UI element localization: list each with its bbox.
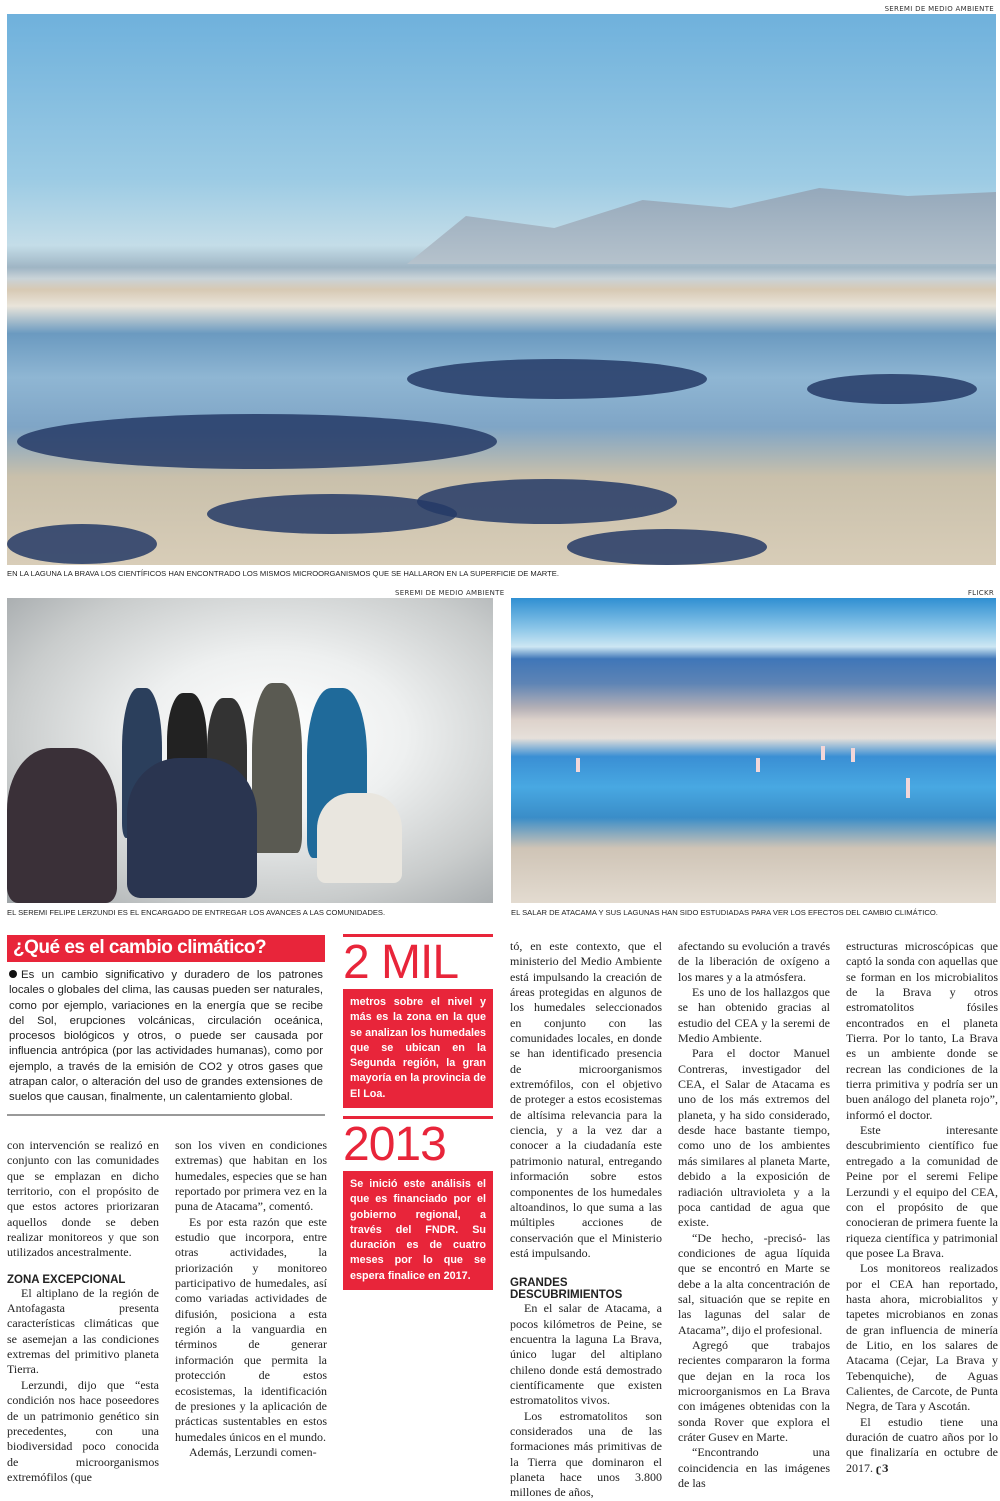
photo-credit: SEREMI DE MEDIO AMBIENTE bbox=[884, 5, 994, 13]
article-column-5 bbox=[846, 939, 998, 1475]
divider bbox=[7, 1114, 325, 1116]
stromatolite bbox=[17, 414, 497, 469]
sidebar-text: Es un cambio significativo y duradero de los patrones locales o globales del clima, las causas pueden ser naturales, como por ejemplo, variaciones en la energía que se recibe del Sol, erupciones volcánicas, circulación oceánica, procesos biológicos y otros, o puede ser causada por influencia antrópica (por las actividades humanas), como por ejemplo, a través de la emisión de CO2 y otros gases que atrapan calor, o alteración del uso de grandes extensiones de suelos que causan, finalmente, un calentamiento global. bbox=[9, 969, 323, 1104]
paragraph: afectando su evolución a través de la liberación de oxígeno a los mares y a la atmósfera. bbox=[678, 939, 830, 984]
photo-caption: EL SALAR DE ATACAMA Y SUS LAGUNAS HAN SIDO ESTUDIADAS PARA VER LOS EFECTOS DEL CAMBIO CLIMÁTICO. bbox=[511, 908, 938, 917]
article-column-1 bbox=[7, 1138, 159, 1484]
paragraph: En el salar de Atacama, a pocos kilómetros de Peine, se encuentra la laguna La Brava, único lugar del altiplano chileno donde está demostrado científicamente que existen estromatolitos vivos. bbox=[510, 1301, 662, 1408]
paragraph: estructuras microscópicas que captó la sonda con aquellas que se forman en los microbialitos de la Brava y otros estromatolitos fósiles encontrados en el planeta Tierra. Por lo tanto, La Brava es un ambiente donde se recrean las condiciones de la tierra primitiva y podría ser un buen análogo del planeta rojo”, informó el doctor. bbox=[846, 939, 998, 1122]
stat-box-year bbox=[343, 1116, 493, 1290]
paragraph: Lerzundi, dijo que “esta condición nos hace poseedores de un patrimonio genético sin precedentes, con una biodiversidad poco conocida de microorganismos extremófilos (que bbox=[7, 1377, 159, 1484]
article-column-4 bbox=[678, 939, 830, 1491]
stat-text: metros sobre el nivel y más es la zona en la que se analizan los humedales que se ubican en la Segunda región, la gran mayoría en la provincia de El Loa. bbox=[343, 989, 493, 1108]
people bbox=[127, 758, 257, 898]
stromatolite bbox=[807, 374, 977, 404]
flamingo bbox=[851, 748, 855, 762]
photo-laguna-la-brava bbox=[7, 14, 996, 565]
stromatolite bbox=[567, 529, 767, 565]
subheading: ZONA EXCEPCIONAL bbox=[7, 1273, 126, 1286]
paragraph: Agregó que trabajos recientes compararon la forma que dejan en la roca los microorganismos en La Brava con imágenes obtenidas con la sonda Rover que explora el cráter Gusev en Marte. bbox=[678, 1337, 830, 1444]
paragraph: Los monitoreos realizados por el CEA han reportado, hasta ahora, microbialitos y tapetes microbianos en zonas de gran influencia de minería de Litio, en los salares de Atacama (Cejar, La Brava y Tebenquiche), de Aguas Calientes, de Carcote, de Punta Negra, de Tara y Ascotán. bbox=[846, 1261, 998, 1414]
sidebar-body bbox=[7, 962, 325, 1114]
stat-figure: 2013 bbox=[343, 1118, 446, 1171]
stat-box-altitude bbox=[343, 934, 493, 1108]
photo-credit: SEREMI DE MEDIO AMBIENTE bbox=[395, 589, 505, 597]
paragraph: “De hecho, -precisó- las condiciones de agua líquida que se encontró en Marte se debe a la alta concentración de sal, situación que se repite en las lagunas del salar de Atacama”, dijo el profesional. bbox=[678, 1230, 830, 1337]
paragraph: El altiplano de la región de Antofagasta presenta características climáticas que se asemejan a las condiciones extremas del primitivo planeta Tierra. bbox=[7, 1285, 159, 1377]
paragraph: Los estromatolitos son considerados una de las formaciones más primitivas de la Tierra que dominaron el planeta hace unos 3.800 millones de años, bbox=[510, 1408, 662, 1500]
person bbox=[252, 683, 302, 853]
flamingo bbox=[821, 746, 825, 760]
stat-text: Se inició este análisis el que es financiado por el gobierno regional, a través del FNDR. Su duración es de cuatro meses por lo que se espera finalice en 2017. bbox=[343, 1171, 493, 1290]
paragraph: “Encontrando una coincidencia en las imágenes de las bbox=[678, 1445, 830, 1491]
flamingo bbox=[576, 758, 580, 772]
paragraph bbox=[846, 1415, 998, 1476]
end-mark-icon: ʗЗ bbox=[876, 1460, 889, 1475]
photo-tent-meeting bbox=[7, 598, 493, 903]
paragraph: con intervención se realizó en conjunto con las comunidades que se emplazan en dicho territorio, con el propósito de que estos actores priorizaran aquellos donde se deben realizar monitoreos y que son utilizados ancestralmente. bbox=[7, 1138, 159, 1260]
paragraph: Es por esta razón que este estudio que incorpora, entre otras actividades, la priorización y monitoreo participativo de humedales, así como variadas actividades de difusión, posiciona a esta región a la vanguardia en términos de generar información que permita la protección de estos ecosistemas, la identificación de presiones y la aplicación de prácticas sustentables en estos humedales únicos en el mundo. bbox=[175, 1214, 327, 1444]
mountains bbox=[407, 184, 996, 264]
paragraph: Además, Lerzundi comen- bbox=[189, 1444, 317, 1459]
stat-figure: 2 MIL bbox=[343, 936, 459, 989]
climate-change-sidebar bbox=[7, 935, 325, 1116]
article-column-3 bbox=[510, 939, 662, 1500]
paragraph-text: El estudio tiene una duración de cuatro años por lo que finalizaría en octubre de 2017. bbox=[846, 1414, 998, 1475]
photo-credit: FLICKR bbox=[967, 589, 994, 597]
subheading: GRANDES DESCUBRIMIENTOS bbox=[510, 1277, 623, 1302]
stromatolite bbox=[417, 479, 677, 524]
stromatolite bbox=[7, 524, 157, 564]
people bbox=[7, 748, 117, 903]
flamingo bbox=[756, 758, 760, 772]
person bbox=[317, 793, 402, 883]
bullet-icon bbox=[9, 970, 17, 978]
paragraph: tó, en este contexto, que el ministerio del Medio Ambiente está impulsando la creación de áreas protegidas en algunos de los humedales seleccionados en conjunto con las comunidades locales, en donde se han identificado presencia de microorganismos extremófilos, con el objetivo de proteger a estos ecosistemas de altísima relevancia para la ciencia, y a la vez dar a conocer a la ciudadanía este patrimonio natural, entregando información sobre estos componentes de los humedales altoandinos, lo que suma a las múltiples acciones de conservación que el Ministerio está impulsando. bbox=[510, 939, 662, 1260]
paragraph: Este interesante descubrimiento científico fue entregado a la comunidad de Peine por el seremi Felipe Lerzundi y el equipo del CEA, con el propósito de que conocieran de primera fuente la riqueza científica y patrimonial que posee La Brava. bbox=[846, 1123, 998, 1260]
paragraph: Para el doctor Manuel Contreras, investigador del CEA, el Salar de Atacama es uno de los más extremos del planeta, y ha sido considerado, desde hace bastante tiempo, como uno de los ambientes más similares al planeta Marte, debido a la exposición de radiación ultravioleta y a la poca cantidad de agua que existe. bbox=[678, 1046, 830, 1230]
paragraph: son los viven en condiciones extremas) que habitan en los humedales, especies que se han reportado por primera vez en la puna de Atacama”, comentó. bbox=[175, 1138, 327, 1214]
paragraph: Es uno de los hallazgos que se han obtenido gracias al estudio del CEA y la seremi de Medio Ambiente. bbox=[678, 985, 830, 1046]
photo-salar-de-atacama bbox=[511, 598, 996, 903]
photo-caption: EL SEREMI FELIPE LERZUNDI ES EL ENCARGADO DE ENTREGAR LOS AVANCES A LAS COMUNIDADES. bbox=[7, 908, 386, 917]
flamingo bbox=[906, 778, 910, 798]
article-column-2 bbox=[175, 1138, 327, 1464]
photo-caption: EN LA LAGUNA LA BRAVA LOS CIENTÍFICOS HAN ENCONTRADO LOS MISMOS MICROORGANISMOS QUE SE HALLARON EN LA SUPERFICIE DE MARTE. bbox=[7, 569, 559, 578]
stromatolite bbox=[407, 359, 707, 399]
sidebar-title: ¿Qué es el cambio climático? bbox=[7, 935, 325, 962]
